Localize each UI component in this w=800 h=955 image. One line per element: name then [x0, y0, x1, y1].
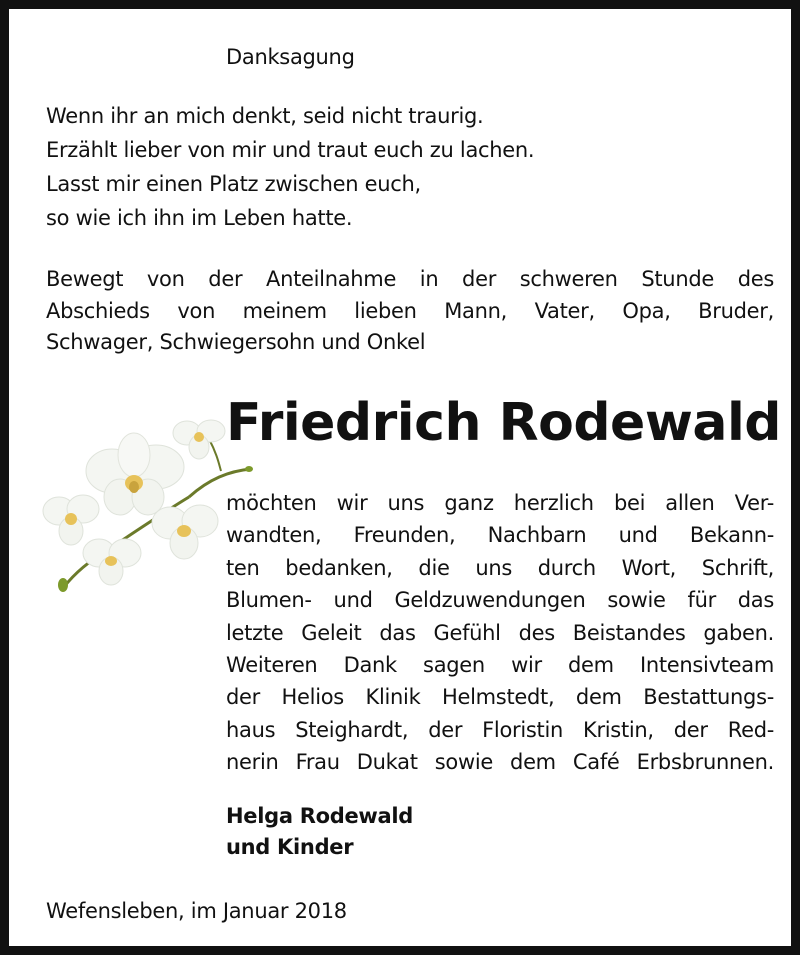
- body-line: nerin Frau Dukat sowie dem Café Erbsbrunnen.: [226, 750, 774, 775]
- poem-line: so wie ich ihn im Leben hatte.: [46, 206, 353, 230]
- poem-line: Erzählt lieber von mir und traut euch zu lachen.: [46, 138, 535, 162]
- place-date: Wefensleben, im Januar 2018: [46, 899, 347, 923]
- intro-paragraph: [46, 264, 774, 359]
- body-line: ten bedanken, die uns durch Wort, Schrift,: [226, 555, 774, 580]
- body-line: wandten, Freunden, Nachbarn und Bekann-: [226, 523, 774, 548]
- body-line: Weiteren Dank sagen wir dem Intensivteam: [226, 652, 774, 677]
- body-line: Blumen- und Geldzuwendungen sowie für das: [226, 588, 774, 613]
- body-line: möchten wir uns ganz herzlich bei allen Ver-: [226, 491, 774, 515]
- poem-line: Wenn ihr an mich denkt, seid nicht traurig.: [46, 104, 484, 128]
- signature-line: Helga Rodewald: [226, 804, 414, 828]
- signature: [226, 801, 413, 863]
- poem: [46, 99, 534, 235]
- thanks-paragraph: [226, 487, 774, 779]
- body-line: haus Steighardt, der Floristin Kristin, der Red-: [226, 717, 774, 742]
- intro-line: Bewegt von der Anteilnahme in der schweren Stunde des: [46, 267, 774, 291]
- notice-heading: Danksagung: [226, 45, 355, 69]
- intro-line: Abschieds von meinem lieben Mann, Vater, Opa, Bruder,: [46, 298, 774, 323]
- body-line: letzte Geleit das Gefühl des Beistandes gaben.: [226, 620, 774, 645]
- body-line: der Helios Klinik Helmstedt, dem Bestattungs-: [226, 685, 774, 710]
- deceased-name: Friedrich Rodewald: [226, 393, 782, 453]
- poem-line: Lasst mir einen Platz zwischen euch,: [46, 172, 421, 196]
- signature-line: und Kinder: [226, 835, 354, 859]
- intro-line: Schwager, Schwiegersohn und Onkel: [46, 330, 426, 354]
